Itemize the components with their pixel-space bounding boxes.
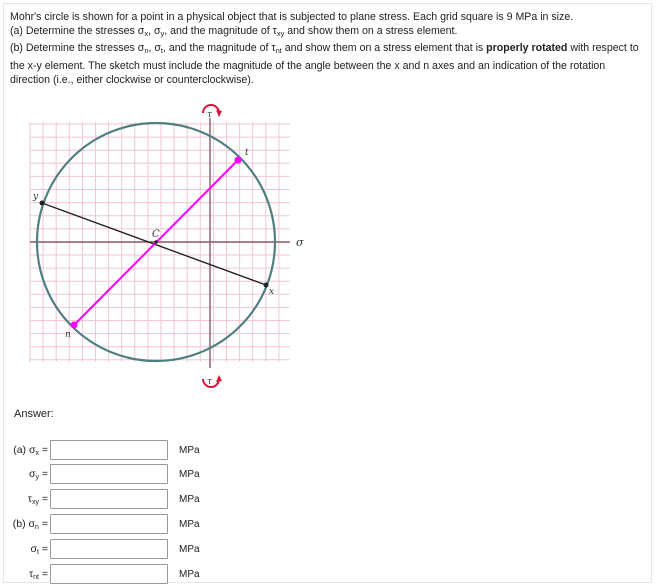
- point-x: [264, 283, 269, 288]
- answer-row: [8, 464, 268, 486]
- answer-input-tau-xy[interactable]: [50, 489, 168, 509]
- question-part-b: (b) Determine the stresses $\sigma_n$, $\sigma_t$, and the magnitude of $\tau_{nt}$ and show them on a stress element that is properly rotated with respect to the x-y element. The sketch must include the magnitude of the angle between the x and n axes and an indication of the rotation direction (i.e., either clockwise or counterclockwise).: [10, 42, 639, 86]
- y-point-label: y: [33, 192, 39, 202]
- answer-row-label: $\tau_{xy}$ =: [27, 493, 48, 506]
- unit-label: MPa: [179, 445, 200, 456]
- rotation-arrowhead-top-icon: [216, 110, 222, 117]
- sigma-label: σ: [296, 236, 304, 249]
- point-n: [71, 322, 78, 329]
- n-point-label: n: [65, 330, 71, 340]
- answer-input-sigma-n[interactable]: [50, 514, 168, 534]
- question-part-a: (a) Determine the stresses $\sigma_x$, $\sigma_y$, and the magnitude of $\tau_{xy}$ and show them on a stress element.: [10, 25, 458, 39]
- answer-row-label: $\sigma_t$ =: [30, 543, 48, 556]
- question-intro: Mohr's circle is shown for a point in a physical object that is subjected to plane stress. Each grid square is 9 MPa in size.: [10, 11, 574, 23]
- point-t: [235, 157, 242, 164]
- answer-row: [8, 489, 268, 511]
- answer-row-label: $\sigma_y$ =: [28, 468, 48, 481]
- unit-label: MPa: [179, 544, 200, 555]
- answer-input-sigma-t[interactable]: [50, 539, 168, 559]
- unit-label: MPa: [179, 469, 200, 480]
- center-label: C: [152, 229, 160, 240]
- unit-label: MPa: [179, 569, 200, 580]
- answer-input-sigma-x[interactable]: [50, 440, 168, 460]
- answer-row: [8, 514, 268, 536]
- answer-input-sigma-y[interactable]: [50, 464, 168, 484]
- unit-label: MPa: [179, 519, 200, 530]
- tau-bottom-label: τ: [207, 377, 212, 387]
- answer-input-tau-nt[interactable]: [50, 564, 168, 584]
- answer-row: [8, 564, 268, 586]
- t-point-label: t: [245, 148, 249, 158]
- point-c: [154, 240, 158, 244]
- answer-row: [8, 440, 268, 462]
- answer-row: [8, 539, 268, 561]
- point-y: [40, 201, 45, 206]
- rotation-arrowhead-bottom-icon: [216, 375, 222, 382]
- tau-top-label: τ: [207, 110, 212, 120]
- answer-row-label: $\tau_{nt}$ =: [28, 568, 48, 581]
- x-point-label: x: [269, 287, 275, 297]
- answer-label: Answer:: [14, 408, 54, 420]
- answer-row-label: (b) $\sigma_n$ =: [12, 518, 48, 531]
- answer-row-label: (a) $\sigma_x$ =: [13, 444, 48, 457]
- unit-label: MPa: [179, 494, 200, 505]
